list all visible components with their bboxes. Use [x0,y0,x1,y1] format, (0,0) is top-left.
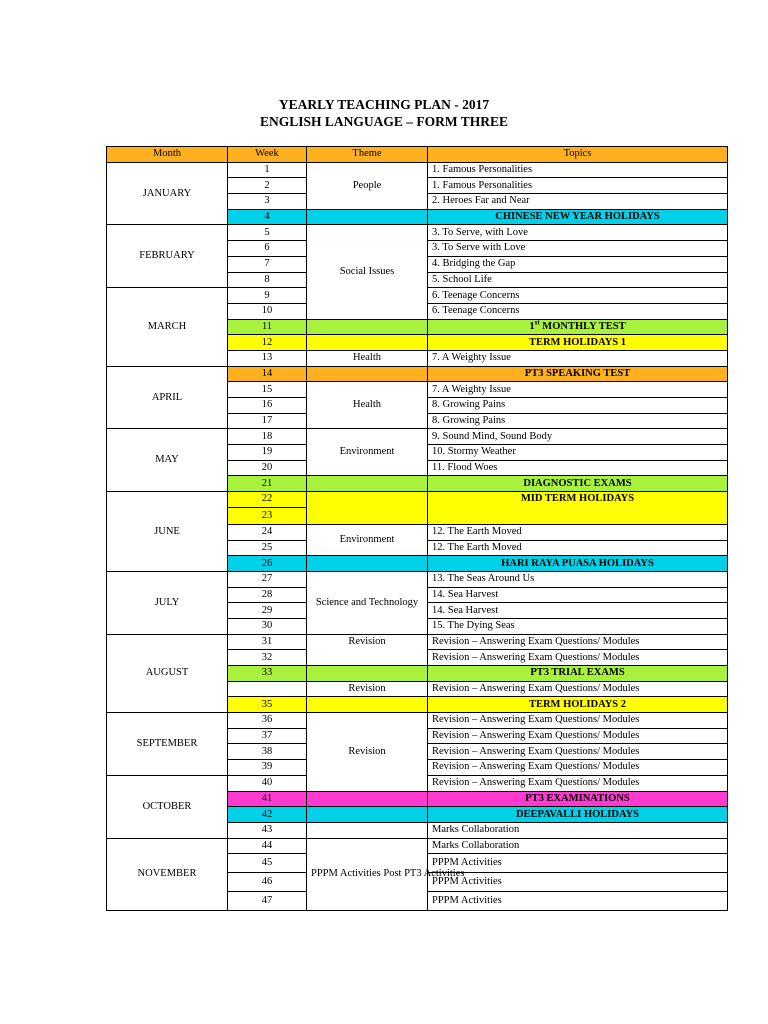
week-cell: 44 [228,838,307,854]
week-cell: 31 [228,634,307,650]
month-cell: MAY [107,429,228,492]
week-cell: 25 [228,540,307,556]
week-cell: 33 [228,666,307,682]
week-cell: 41 [228,791,307,807]
monthly-test-label: MONTHLY TEST [539,320,626,332]
week-cell: 27 [228,571,307,587]
table-row [107,713,728,729]
theme-cell [307,556,428,572]
theme-cell [307,791,428,807]
week-cell: 39 [228,760,307,776]
topic-cell: 3. To Serve, with Love [428,225,728,241]
week-cell: 26 [228,556,307,572]
theme-cell: PPPM Activities Post PT3 Activities [307,838,428,911]
week-cell: 40 [228,775,307,791]
week-cell: 36 [228,713,307,729]
table-row [107,634,728,650]
page-subtitle: ENGLISH LANGUAGE – FORM THREE [259,114,509,129]
month-cell: AUGUST [107,634,228,712]
topic-cell: 1. Famous Personalities [428,178,728,194]
monthly-test-cell [428,319,728,335]
week-cell: 5 [228,225,307,241]
topic-cell: Revision – Answering Exam Questions/ Modules [428,650,728,666]
week-cell: 47 [228,892,307,911]
holiday-cell: TERM HOLIDAYS 1 [428,335,728,351]
col-header-week: Week [228,147,307,163]
week-cell: 20 [228,460,307,476]
col-header-theme: Theme [307,147,428,163]
week-cell: 38 [228,744,307,760]
monthly-test-number: 1 [529,320,535,332]
topic-cell: 12. The Earth Moved [428,540,728,556]
theme-cell [307,319,428,335]
table-row [107,838,728,854]
week-cell: 3 [228,194,307,210]
topic-cell: Revision – Answering Exam Questions/ Modules [428,760,728,776]
theme-cell: Health [307,350,428,366]
topic-cell: Marks Collaboration [428,822,728,838]
topic-cell: 9. Sound Mind, Sound Body [428,429,728,445]
topic-cell: Revision – Answering Exam Questions/ Modules [428,634,728,650]
week-cell: 8 [228,272,307,288]
week-cell: 14 [228,366,307,382]
theme-cell [307,492,428,525]
monthly-test-suffix: st [534,318,540,327]
week-cell: 23 [228,507,307,524]
topic-cell: 14. Sea Harvest [428,603,728,619]
week-cell: 21 [228,476,307,492]
month-cell: OCTOBER [107,775,228,838]
table-row [107,492,728,508]
topic-cell: PPPM Activities [428,873,728,892]
topic-cell: 5. School Life [428,272,728,288]
exam-cell: PT3 SPEAKING TEST [428,366,728,382]
exam-cell: PT3 TRIAL EXAMS [428,666,728,682]
topic-cell: 2. Heroes Far and Near [428,194,728,210]
month-cell: APRIL [107,366,228,429]
month-cell: NOVEMBER [107,838,228,911]
table-row [107,225,728,241]
topic-cell: 10. Stormy Weather [428,445,728,461]
week-cell: 2 [228,178,307,194]
col-header-topics: Topics [428,147,728,163]
week-cell: 19 [228,445,307,461]
topic-cell: 6. Teenage Concerns [428,303,728,319]
col-header-month: Month [107,147,228,163]
theme-cell [307,697,428,713]
week-cell: 4 [228,209,307,225]
topic-cell: 7. A Weighty Issue [428,382,728,398]
week-cell: 22 [228,492,307,508]
week-cell: 42 [228,807,307,823]
month-cell: JANUARY [107,162,228,225]
holiday-cell: HARI RAYA PUASA HOLIDAYS [428,556,728,572]
month-cell: FEBRUARY [107,225,228,288]
week-cell [228,681,307,697]
topic-cell: 15. The Dying Seas [428,618,728,634]
week-cell: 30 [228,618,307,634]
week-cell: 6 [228,241,307,257]
week-cell: 32 [228,650,307,666]
theme-cell [307,209,428,225]
topic-cell: 6. Teenage Concerns [428,288,728,304]
table-row [107,429,728,445]
theme-cell: Environment [307,429,428,476]
week-cell: 35 [228,697,307,713]
month-cell: MARCH [107,288,228,366]
theme-cell: Environment [307,524,428,555]
week-cell: 43 [228,822,307,838]
week-cell: 12 [228,335,307,351]
week-cell: 1 [228,162,307,178]
holiday-cell: MID TERM HOLIDAYS [428,492,728,525]
table-row [107,366,728,382]
theme-cell [307,476,428,492]
topic-cell: 14. Sea Harvest [428,587,728,603]
week-cell: 9 [228,288,307,304]
topic-cell: PPPM Activities [428,892,728,911]
week-cell: 17 [228,413,307,429]
topic-cell: 4. Bridging the Gap [428,256,728,272]
week-cell: 37 [228,728,307,744]
topic-cell: 8. Growing Pains [428,413,728,429]
topic-cell: Revision – Answering Exam Questions/ Modules [428,713,728,729]
topic-cell: Revision – Answering Exam Questions/ Modules [428,681,728,697]
holiday-cell: DEEPAVALLI HOLIDAYS [428,807,728,823]
topic-cell: 13. The Seas Around Us [428,571,728,587]
topic-cell: Revision – Answering Exam Questions/ Modules [428,775,728,791]
topic-cell: Marks Collaboration [428,838,728,854]
theme-cell: Revision [307,713,428,791]
week-cell: 13 [228,350,307,366]
topic-cell: 3. To Serve with Love [428,241,728,257]
theme-cell: Health [307,382,428,429]
topic-cell: 11. Flood Woes [428,460,728,476]
holiday-cell: CHINESE NEW YEAR HOLIDAYS [428,209,728,225]
topic-cell: 8. Growing Pains [428,398,728,414]
exam-cell: PT3 EXAMINATIONS [428,791,728,807]
topic-cell: Revision – Answering Exam Questions/ Modules [428,744,728,760]
theme-cell: People [307,162,428,209]
week-cell: 45 [228,854,307,873]
page-title: YEARLY TEACHING PLAN - 2017 [278,97,490,112]
week-cell: 46 [228,873,307,892]
theme-cell: Social Issues [307,225,428,319]
holiday-cell: TERM HOLIDAYS 2 [428,697,728,713]
week-cell: 15 [228,382,307,398]
week-cell: 11 [228,319,307,335]
topic-cell: PPPM Activities [428,854,728,873]
theme-cell: Revision [307,634,428,665]
month-cell: JULY [107,571,228,634]
teaching-plan-table [106,146,728,911]
topic-cell: 1. Famous Personalities [428,162,728,178]
month-cell: SEPTEMBER [107,713,228,776]
theme-cell [307,366,428,382]
theme-cell: Science and Technology [307,571,428,634]
topic-cell: Revision – Answering Exam Questions/ Modules [428,728,728,744]
week-cell: 7 [228,256,307,272]
theme-cell [307,807,428,823]
topic-cell: 7. A Weighty Issue [428,350,728,366]
week-cell: 10 [228,303,307,319]
table-row [107,571,728,587]
week-cell: 29 [228,603,307,619]
week-cell: 18 [228,429,307,445]
table-header-row [107,147,728,163]
week-cell: 24 [228,524,307,540]
theme-cell: Revision [307,681,428,697]
week-cell: 28 [228,587,307,603]
month-cell: JUNE [107,492,228,572]
topic-cell: 12. The Earth Moved [428,524,728,540]
exam-cell: DIAGNOSTIC EXAMS [428,476,728,492]
theme-cell [307,822,428,838]
theme-cell [307,335,428,351]
theme-cell [307,666,428,682]
table-row [107,162,728,178]
week-cell: 16 [228,398,307,414]
